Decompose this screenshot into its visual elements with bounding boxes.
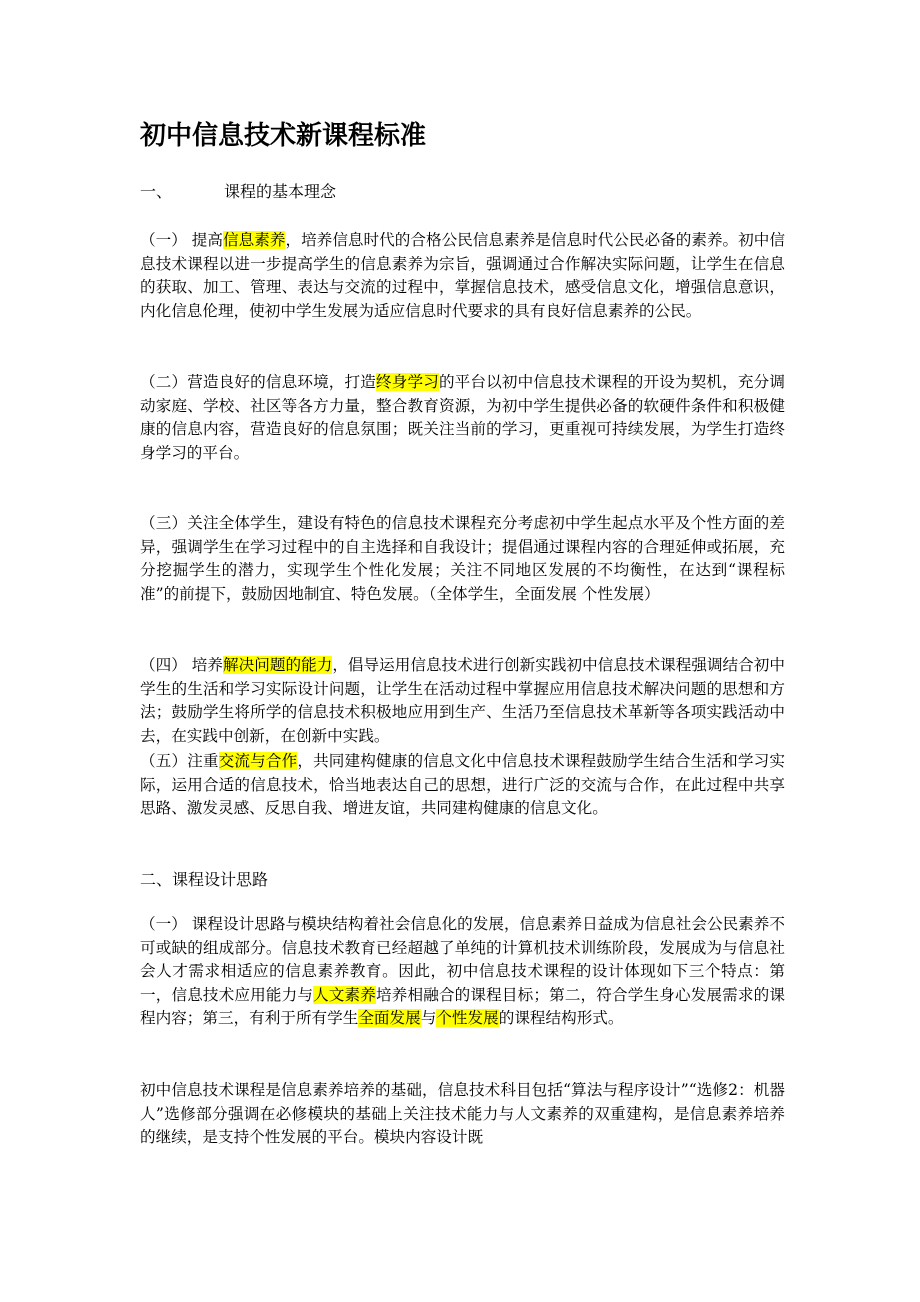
paragraph-text: （五）注重 [140, 752, 219, 770]
paragraph-text: （二）营造良好的信息环境，打造 [140, 373, 377, 391]
paragraph-4 [140, 654, 785, 748]
paragraph-text: 培养相融合的课程目标；第二，符合学生身心发展需求的课程内容；第三，有利于所有学生 [140, 985, 785, 1028]
section-title: 课程的基本理念 [224, 182, 337, 201]
paragraph-2 [140, 371, 785, 465]
section-number: 一、 [140, 182, 173, 201]
paragraph-text: ，培养信息时代的合格公民信息素养是信息时代公民必备的素养。初中信息技术课程以进一步提高学生的信息素养为宗旨，强调通过合作解决实际问题，让学生在信息的获取、加工、管理、表达与交流的过程中，掌握信息技术，感受信息文化，增强信息意识，内化信息伦理，使初中学生发展为适应信息时代要求的具有良好信息素养的公民。 [140, 231, 785, 320]
paragraph-text: ，共同建构健康的信息文化中信息技术课程鼓励学生结合生活和学习实际，运用合适的信息技术，恰当地表达自己的思想，进行广泛的交流与合作，在此过程中共享思路、激发灵感、反思自我、增进友谊，共同建构健康的信息文化。 [140, 752, 785, 818]
paragraph-text: （一） 课程设计思路与模块结构着社会信息化的发展，信息素养日益成为信息社会公民素养不可或缺的组成部分。信息技术教育已经超越了单纯的计算机技术训练阶段，发展成为与信息社会人才需求相适应的信息素养教育。因此，初中信息技术课程的设计体现如下三个特点：第一，信息技术应用能力与 [140, 915, 785, 1004]
highlighted-term: 终身学习 [376, 373, 439, 391]
paragraph-1 [140, 229, 785, 323]
paragraph-text: （三）关注全体学生，建设有特色的信息技术课程充分考虑初中学生起点水平及个性方面的差异，强调学生在学习过程中的自主选择和自我设计；提倡通过课程内容的合理延伸或拓展，充分挖掘学生的潜力，实现学生个性化发展；关注不同地区发展的不均衡性，在达到“课程标准”的前提下，鼓励因地制宜、特色发展。（全体学生，全面发展 个性发展） [140, 514, 785, 603]
paragraph-text: 的平台以初中信息技术课程的开设为契机，充分调动家庭、学校、社区等各方力量，整合教育资源，为初中学生提供必备的软硬件条件和积极健康的信息内容，营造良好的信息氛围；既关注当前的学习，更重视可持续发展，为学生打造终身学习的平台。 [140, 373, 785, 462]
paragraph-3 [140, 512, 785, 606]
highlighted-term: 信息素养 [223, 231, 286, 249]
section-heading-1 [140, 180, 336, 204]
paragraph-text: （四） 培养 [140, 656, 224, 674]
paragraph-7 [140, 1079, 785, 1150]
document-title: 初中信息技术新课程标准 [140, 121, 427, 151]
highlighted-term: 解决问题的能力 [223, 656, 333, 674]
highlighted-term: 人文素养 [313, 985, 377, 1004]
paragraph-5 [140, 750, 785, 821]
section-heading-2: 二、课程设计思路 [140, 870, 269, 889]
paragraph-6 [140, 913, 785, 1031]
paragraph-text: 初中信息技术课程是信息素养培养的基础，信息技术科目包括“算法与程序设计”“选修2：机器人”选修部分强调在必修模块的基础上关注技术能力与人文素养的双重建构，是信息素养培养的继续，是支持个性发展的平台。模块内容设计既 [140, 1081, 785, 1147]
highlighted-term: 个性发展 [436, 1009, 499, 1028]
paragraph-text: 的课程结构形式。 [498, 1009, 624, 1028]
paragraph-text: （一） 提高 [140, 231, 224, 249]
highlighted-term: 交流与合作 [218, 752, 298, 770]
paragraph-text: ，倡导运用信息技术进行创新实践初中信息技术课程强调结合初中学生的生活和学习实际设计问题，让学生在活动过程中掌握应用信息技术解决问题的思想和方法；鼓励学生将所学的信息技术积极地应用到生产、生活乃至信息技术革新等各项实践活动中去，在实践中创新，在创新中实践。 [140, 656, 785, 745]
paragraph-text: 与 [420, 1009, 437, 1028]
highlighted-term: 全面发展 [358, 1009, 421, 1028]
